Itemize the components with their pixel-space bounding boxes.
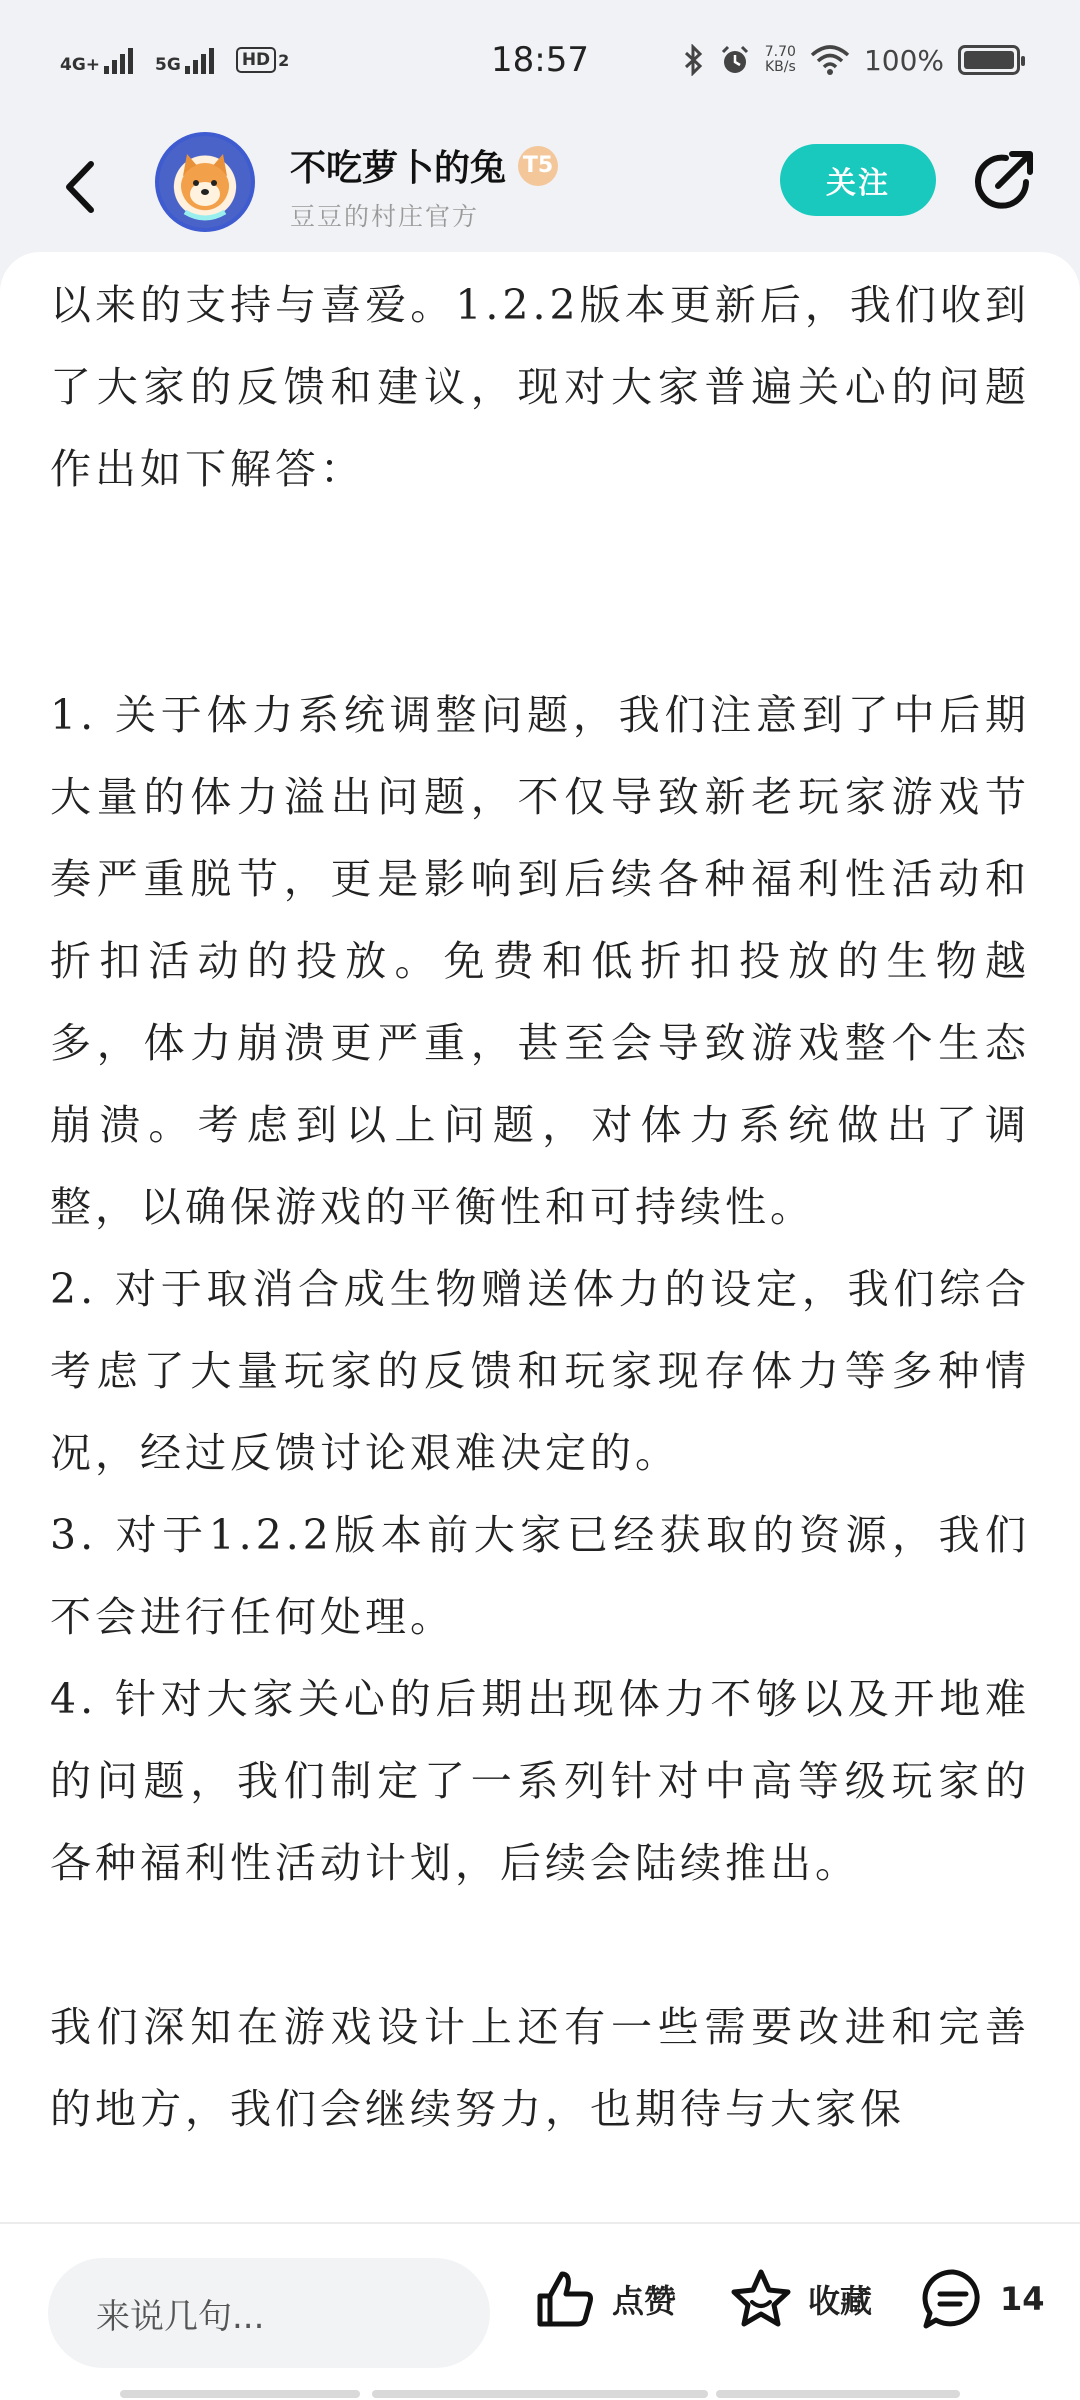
- author-subtitle: 豆豆的村庄官方: [290, 202, 480, 231]
- favorite-button[interactable]: [728, 2266, 872, 2332]
- author-name-row: [290, 140, 558, 191]
- article-blank-2: [50, 592, 1030, 674]
- comments-button[interactable]: [920, 2266, 1045, 2332]
- follow-button[interactable]: 关注: [780, 144, 936, 216]
- hd-voice-icon: HD: [236, 47, 276, 73]
- bottom-action-bar: [0, 2222, 1080, 2400]
- bluetooth-icon: [683, 44, 705, 76]
- level-badge: T5: [518, 146, 558, 186]
- author-avatar[interactable]: [155, 132, 255, 232]
- comment-count: 14: [1000, 2280, 1045, 2318]
- gesture-bar-segment: [120, 2390, 360, 2398]
- star-icon: [728, 2266, 794, 2332]
- battery-percent: 100%: [863, 43, 944, 77]
- article-paragraph-7: 我们深知在游戏设计上还有一些需要改进和完善的地方，我们会继续努力，也期待与大家保: [50, 2003, 1030, 2133]
- gesture-bar-segment: [716, 2390, 960, 2398]
- article-paragraph-4: 3. 对于1.2.2版本前大家已经获取的资源，我们不会进行任何处理。: [50, 1511, 1030, 1641]
- article-blank-3: [50, 1904, 1030, 1986]
- network-type-2: 5G: [155, 55, 181, 75]
- article-paragraph-5: 4. 针对大家关心的后期出现体力不够以及开地难的问题，我们制定了一系列针对中高等级玩家的各种福利性活动计划，后续会陆续推出。: [50, 1675, 1030, 1887]
- network-type-1: 4G+: [60, 55, 101, 75]
- battery-icon: [958, 45, 1020, 75]
- clock: 18:57: [491, 40, 589, 80]
- like-label: 点赞: [612, 2282, 677, 2320]
- article-paragraph-0: 以来的支持与喜爱。1.2.2版本更新后，我们收到了大家的反馈和建议，现对大家普遍关心的问题作出如下解答：: [50, 281, 1030, 493]
- favorite-label: 收藏: [808, 2282, 873, 2320]
- comment-bubble-icon: [920, 2266, 986, 2332]
- status-bar: [0, 0, 1080, 120]
- article-paragraph-3: 2. 对于取消合成生物赠送体力的设定，我们综合考虑了大量玩家的反馈和玩家现存体力等多种情况，经过反馈讨论艰难决定的。: [50, 1265, 1030, 1477]
- signal-icon: [104, 46, 133, 74]
- author-name: 不吃萝卜的兔: [290, 148, 507, 189]
- gesture-bar-segment: [372, 2390, 708, 2398]
- article-paragraph-2: 1. 关于体力系统调整问题，我们注意到了中后期大量的体力溢出问题，不仅导致新老玩家游戏节奏严重脱节，更是影响到后续各种福利性活动和折扣活动的投放。免费和低折扣投放的生物越多，体力崩溃更严重，甚至会导致游戏整个生态崩溃。考虑到以上问题，对体力系统做出了调整，以确保游戏的平衡性和可持续性。: [50, 691, 1030, 1231]
- signal-icon-2: [185, 46, 214, 74]
- shiba-avatar-icon: [159, 136, 251, 228]
- hd-voice-sub: 2: [278, 50, 290, 70]
- like-button[interactable]: [532, 2266, 676, 2332]
- share-icon[interactable]: [966, 142, 1042, 218]
- thumbs-up-icon: [532, 2266, 598, 2332]
- article-header: [0, 120, 1080, 260]
- status-left: [60, 46, 289, 74]
- speed-value: 7.70: [764, 44, 796, 60]
- article-body[interactable]: [0, 252, 1080, 2222]
- speed-unit: KB/s: [764, 59, 796, 75]
- article-blank-1: [50, 510, 1030, 592]
- status-right: [683, 44, 1020, 77]
- network-speed: [765, 45, 796, 75]
- author-info[interactable]: [290, 140, 558, 233]
- comment-input[interactable]: 来说几句...: [48, 2258, 490, 2368]
- back-arrow-icon[interactable]: [55, 152, 105, 222]
- alarm-icon: [719, 44, 751, 76]
- wifi-icon: [810, 45, 850, 75]
